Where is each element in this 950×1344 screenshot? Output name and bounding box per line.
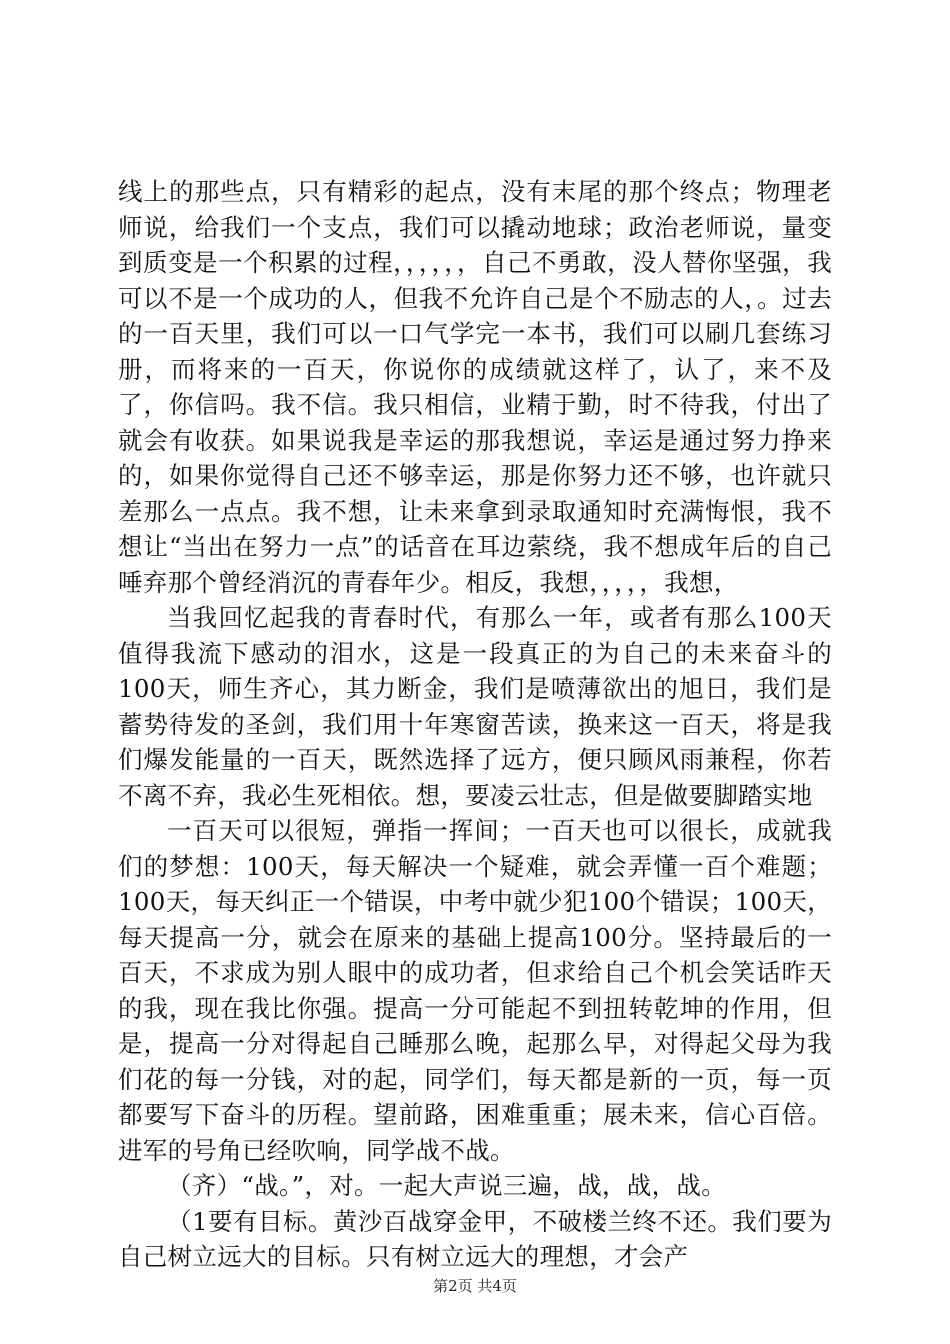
page-footer: 第2页 共4页 (433, 1277, 517, 1295)
paragraph-1: 线上的那些点，只有精彩的起点，没有末尾的那个终点；物理老师说，给我们一个支点，我们可以撬动地球；政治老师说，量变到质变是一个积累的过程，，，，，，自己不勇敢，没人替你坚强，我可以不是一个成功的人，但我不允许自己是个不励志的人，。过去的一百天里，我们可以一口气学完一本书，我们可以刷几套练习册，而将来的一百天，你说你的成绩就这样了，认了，来不及了，你信吗。我不信。我只相信，业精于勤，时不待我，付出了就会有收获。如果说我是幸运的那我想说，幸运是通过努力挣来的，如果你觉得自己还不够幸运，那是你努力还不够，也许就只差那么一点点。我不想，让未来拿到录取通知时充满悔恨，我不想让“当出在努力一点”的话音在耳边萦绕，我不想成年后的自己唾弃那个曾经消沉的青春年少。相反，我想，，，，，我想， (118, 177, 832, 597)
paragraph-2: 当我回忆起我的青春时代，有那么一年，或者有那么100天值得我流下感动的泪水，这是一段真正的为自己的未来奋斗的100天，师生齐心，其力断金，我们是喷薄欲出的旭日，我们是蓄势待发的圣剑，我们用十年寒窗苦读，换来这一百天，将是我们爆发能量的一百天，既然选择了远方，便只顾风雨兼程，你若不离不弃，我必生死相依。想，要凌云壮志，但是做要脚踏实地 (118, 603, 832, 810)
paragraph-3: 一百天可以很短，弹指一挥间；一百天也可以很长，成就我们的梦想：100天，每天解决一个疑难，就会弄懂一百个难题；100天，每天纠正一个错误，中考中就少犯100个错误；100天，每天提高一分，就会在原来的基础上提高100分。坚持最后的一百天，不求成为别人眼中的成功者，但求给自己个机会笑话昨天的我，现在我比你强。提高一分可能起不到扭转乾坤的作用，但是，提高一分对得起自己睡那么晚，起那么早，对得起父母为我们花的每一分钱，对的起，同学们，每天都是新的一页，每一页都要写下奋斗的历程。望前路，困难重重；展未来，信心百倍。进军的号角已经吹响，同学战不战。 (118, 816, 832, 1165)
document-body (118, 174, 832, 1275)
paragraph-4: （齐）“战。”，对。一起大声说三遍，战，战，战。 (167, 1171, 726, 1200)
paragraph-5: （1要有目标。黄沙百战穿金甲，不破楼兰终不还。我们要为自己树立远大的目标。只有树立远大的理想，才会产 (118, 1206, 832, 1271)
